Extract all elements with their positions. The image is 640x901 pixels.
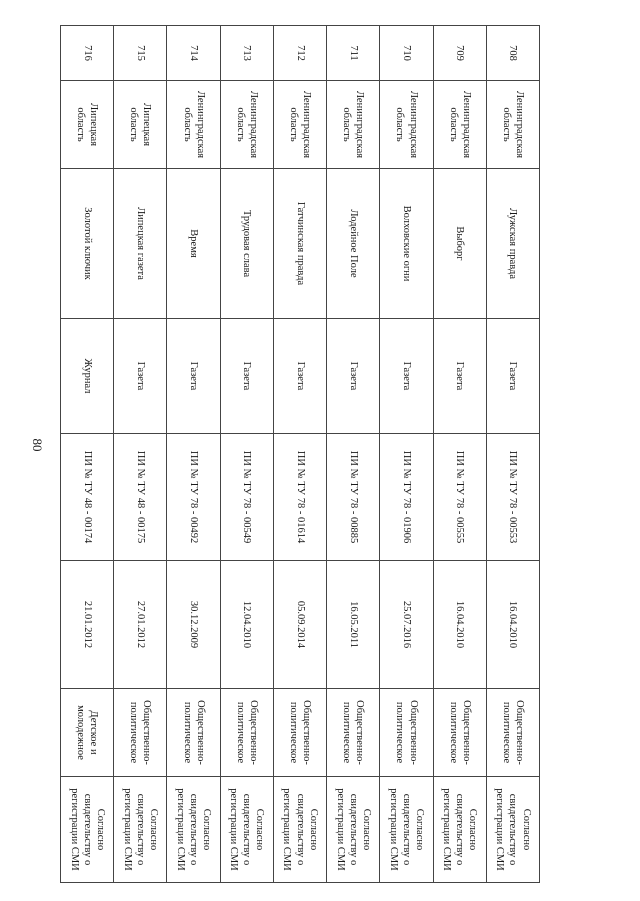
cell-region: Ленинградская область	[167, 81, 220, 169]
cell-specialization: Общественно-политическое	[327, 689, 380, 777]
cell-territory: Согласно свидетельству о регистрации СМИ	[486, 777, 539, 883]
cell-title: Волховские огни	[380, 169, 433, 319]
cell-number: 708	[486, 26, 539, 81]
cell-region: Ленинградская область	[273, 81, 326, 169]
cell-title: Лужская правда	[486, 169, 539, 319]
cell-date: 16.05.2011	[327, 561, 380, 689]
cell-territory: Согласно свидетельству о регистрации СМИ	[114, 777, 167, 883]
cell-territory: Согласно свидетельству о регистрации СМИ	[220, 777, 273, 883]
cell-number: 716	[61, 26, 114, 81]
cell-territory: Согласно свидетельству о регистрации СМИ	[327, 777, 380, 883]
cell-title: Время	[167, 169, 220, 319]
cell-number: 709	[433, 26, 486, 81]
cell-territory: Согласно свидетельству о регистрации СМИ	[273, 777, 326, 883]
table-row	[380, 26, 433, 883]
cell-type: Газета	[220, 319, 273, 434]
cell-title: Лодейное Поле	[327, 169, 380, 319]
cell-region: Ленинградская область	[433, 81, 486, 169]
cell-registration-number: ПИ № ТУ 48 - 00175	[114, 434, 167, 561]
cell-title: Золотой ключик	[61, 169, 114, 319]
table-row	[273, 26, 326, 883]
cell-registration-number: ПИ № ТУ 78 - 00555	[433, 434, 486, 561]
cell-date: 05.09.2014	[273, 561, 326, 689]
cell-registration-number: ПИ № ТУ 78 - 00549	[220, 434, 273, 561]
cell-number: 715	[114, 26, 167, 81]
table-row	[327, 26, 380, 883]
cell-type: Газета	[380, 319, 433, 434]
table-row	[486, 26, 539, 883]
cell-type: Газета	[433, 319, 486, 434]
page-number: 80	[30, 438, 45, 452]
cell-region: Ленинградская область	[220, 81, 273, 169]
cell-territory: Согласно свидетельству о регистрации СМИ	[167, 777, 220, 883]
table-row	[220, 26, 273, 883]
cell-type: Газета	[273, 319, 326, 434]
table-row	[167, 26, 220, 883]
cell-date: 25.07.2016	[380, 561, 433, 689]
cell-type: Газета	[114, 319, 167, 434]
cell-date: 16.04.2010	[433, 561, 486, 689]
cell-number: 712	[273, 26, 326, 81]
cell-region: Липецкая область	[61, 81, 114, 169]
cell-specialization: Общественно-политическое	[220, 689, 273, 777]
table-row	[114, 26, 167, 883]
cell-type: Газета	[486, 319, 539, 434]
cell-territory: Согласно свидетельству о регистрации СМИ	[61, 777, 114, 883]
table-container	[60, 25, 540, 882]
cell-specialization: Общественно-политическое	[380, 689, 433, 777]
cell-specialization: Детское и молодежное	[61, 689, 114, 777]
cell-territory: Согласно свидетельству о регистрации СМИ	[380, 777, 433, 883]
cell-date: 16.04.2010	[486, 561, 539, 689]
cell-registration-number: ПИ № ТУ 78 - 00492	[167, 434, 220, 561]
cell-registration-number: ПИ № ТУ 78 - 01906	[380, 434, 433, 561]
cell-type: Газета	[327, 319, 380, 434]
cell-number: 710	[380, 26, 433, 81]
cell-specialization: Общественно-политическое	[273, 689, 326, 777]
cell-region: Ленинградская область	[380, 81, 433, 169]
cell-type: Журнал	[61, 319, 114, 434]
cell-specialization: Общественно-политическое	[433, 689, 486, 777]
cell-number: 711	[327, 26, 380, 81]
cell-date: 12.04.2010	[220, 561, 273, 689]
cell-registration-number: ПИ № ТУ 78 - 00553	[486, 434, 539, 561]
cell-region: Липецкая область	[114, 81, 167, 169]
cell-date: 21.01.2012	[61, 561, 114, 689]
cell-date: 27.01.2012	[114, 561, 167, 689]
cell-registration-number: ПИ № ТУ 78 - 00885	[327, 434, 380, 561]
cell-territory: Согласно свидетельству о регистрации СМИ	[433, 777, 486, 883]
cell-specialization: Общественно-политическое	[114, 689, 167, 777]
cell-number: 713	[220, 26, 273, 81]
cell-region: Ленинградская область	[486, 81, 539, 169]
table-row	[61, 26, 114, 883]
cell-specialization: Общественно-политическое	[486, 689, 539, 777]
cell-title: Трудовая слава	[220, 169, 273, 319]
cell-date: 30.12.2009	[167, 561, 220, 689]
cell-region: Ленинградская область	[327, 81, 380, 169]
cell-title: Выборг	[433, 169, 486, 319]
table-row	[433, 26, 486, 883]
cell-title: Гатчинская правда	[273, 169, 326, 319]
cell-title: Липецкая газета	[114, 169, 167, 319]
cell-registration-number: ПИ № ТУ 78 - 01614	[273, 434, 326, 561]
media-registry-table	[60, 25, 540, 883]
cell-specialization: Общественно-политическое	[167, 689, 220, 777]
cell-number: 714	[167, 26, 220, 81]
cell-type: Газета	[167, 319, 220, 434]
cell-registration-number: ПИ № ТУ 48 - 00174	[61, 434, 114, 561]
